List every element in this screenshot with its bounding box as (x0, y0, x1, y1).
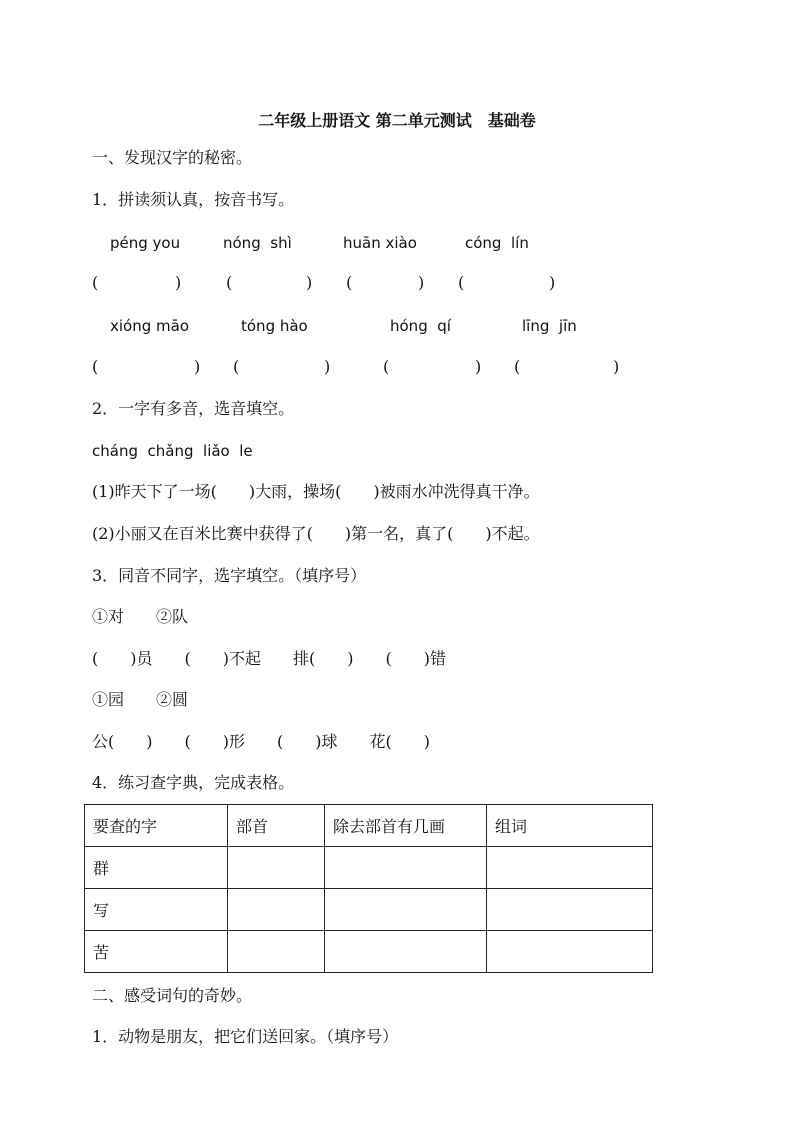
q3-set1-options: ①对 ②队 (92, 607, 189, 626)
table-char-cell: 写 (85, 889, 228, 931)
pinyin-1: péng you (110, 234, 181, 252)
section2-heading: 二、感受词句的奇妙。 (92, 986, 253, 1005)
q2-item-1[interactable]: (1)昨天下了一场( )大雨，操场( )被雨水冲洗得真干净。 (92, 482, 540, 501)
answer-blank-open[interactable]: ( (92, 273, 99, 292)
answer-blank-close[interactable]: ) (549, 273, 556, 292)
q3-prompt: 3．同音不同字，选字填空。（填序号） (92, 566, 367, 585)
table-header-cell: 除去部首有几画 (325, 805, 487, 847)
pinyin-2: nóng shì (223, 234, 292, 252)
page-title: 二年级上册语文 第二单元测试 基础卷 (258, 111, 536, 130)
pinyin-3: huān xiào (343, 234, 417, 252)
table-header-row (85, 805, 653, 847)
answer-blank-open[interactable]: ( (233, 357, 240, 376)
q3-set2-options: ①园 ②圆 (92, 690, 189, 709)
answer-blank-open[interactable]: ( (226, 273, 233, 292)
table-answer-cell[interactable] (228, 889, 325, 931)
answer-blank-open[interactable]: ( (514, 357, 521, 376)
pinyin-5: xióng māo (110, 317, 189, 335)
answer-blank-open[interactable]: ( (92, 357, 99, 376)
table-answer-cell[interactable] (325, 847, 487, 889)
answer-blank-close[interactable]: ) (324, 357, 331, 376)
table-answer-cell[interactable] (228, 931, 325, 973)
section1-heading: 一、发现汉字的秘密。 (92, 148, 253, 167)
answer-blank-close[interactable]: ) (194, 357, 201, 376)
pinyin-8: līng jīn (522, 317, 577, 335)
answer-blank-open[interactable]: ( (458, 273, 465, 292)
table-char-cell: 群 (85, 847, 228, 889)
section2-q1-prompt: 1．动物是朋友，把它们送回家。（填序号） (92, 1027, 399, 1046)
q2-prompt: 2．一字有多音，选音填空。 (92, 399, 295, 418)
q3-set2-blanks[interactable]: 公( ) ( )形 ( )球 花( ) (92, 732, 430, 751)
table-header-cell: 组词 (487, 805, 653, 847)
pinyin-4: cóng lín (465, 234, 529, 252)
answer-blank-open[interactable]: ( (383, 357, 390, 376)
table-answer-cell[interactable] (325, 889, 487, 931)
answer-blank-open[interactable]: ( (346, 273, 353, 292)
q4-prompt: 4．练习查字典，完成表格。 (92, 773, 295, 792)
dictionary-table (84, 804, 653, 973)
q3-set1-blanks[interactable]: ( )员 ( )不起 排( ) ( )错 (92, 649, 446, 668)
answer-blank-close[interactable]: ) (475, 357, 482, 376)
table-answer-cell[interactable] (487, 931, 653, 973)
table-row (85, 847, 653, 889)
q2-item-2[interactable]: (2)小丽又在百米比赛中获得了( )第一名，真了( )不起。 (92, 524, 540, 543)
answer-blank-close[interactable]: ) (175, 273, 182, 292)
table-answer-cell[interactable] (325, 931, 487, 973)
q1-prompt: 1．拼读须认真，按音书写。 (92, 190, 295, 209)
table-row (85, 931, 653, 973)
answer-blank-close[interactable]: ) (418, 273, 425, 292)
q2-pinyin-options: cháng chǎng liǎo le (92, 442, 253, 460)
table-row (85, 889, 653, 931)
table-answer-cell[interactable] (487, 889, 653, 931)
answer-blank-close[interactable]: ) (306, 273, 313, 292)
table-char-cell: 苦 (85, 931, 228, 973)
table-answer-cell[interactable] (228, 847, 325, 889)
pinyin-6: tóng hào (241, 317, 308, 335)
table-header-cell: 部首 (228, 805, 325, 847)
answer-blank-close[interactable]: ) (613, 357, 620, 376)
table-header-cell: 要查的字 (85, 805, 228, 847)
table-answer-cell[interactable] (487, 847, 653, 889)
pinyin-7: hóng qí (390, 317, 451, 335)
